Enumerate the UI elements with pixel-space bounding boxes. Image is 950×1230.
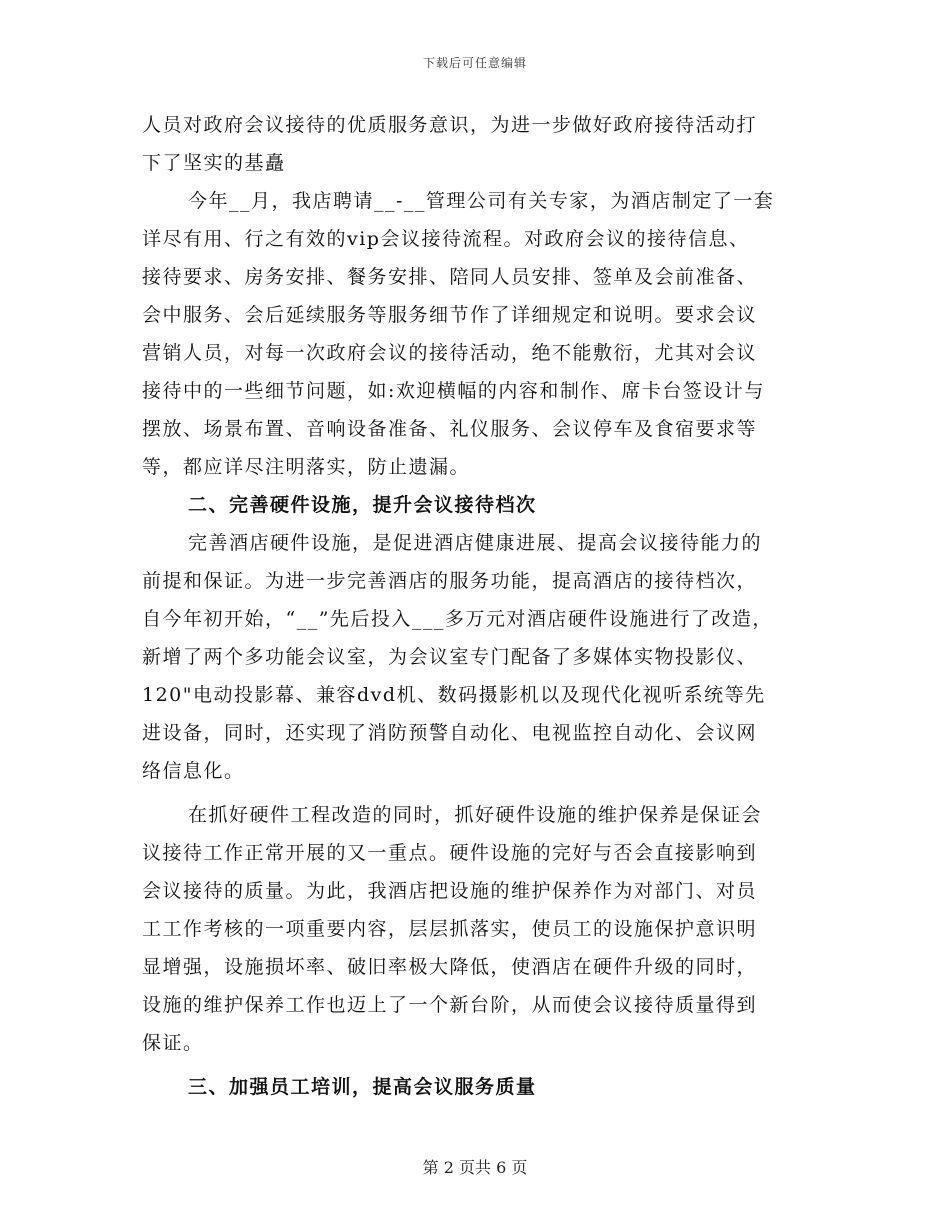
- text-line: 120"电动投影幕、兼容dvd机、数码摄影机以及现代化视听系统等先: [142, 684, 766, 706]
- text-line: 完善酒店硬件设施，是促进酒店健康进展、提高会议接待能力的: [188, 532, 763, 554]
- text-line: 今年__月，我店聘请__-__管理公司有关专家，为酒店制定了一套: [188, 190, 775, 212]
- paragraph: [142, 796, 822, 1062]
- text-line: 自今年初开始，“__”先后投入___多万元对酒店硬件设施进行了改造，: [142, 608, 773, 630]
- text-line: 下了坚实的基矗: [142, 152, 286, 174]
- text-line: 议接待工作正常开展的又一重点。硬件设施的完好与否会直接影响到: [142, 842, 758, 864]
- text-line: 在抓好硬件工程改造的同时，抓好硬件设施的维护保养是保证会: [188, 804, 763, 826]
- text-line: 接待中的一些细节问题，如:欢迎横幅的内容和制作、席卡台签设计与: [142, 380, 765, 402]
- heading-text: 二、完善硬件设施，提升会议接待档次: [188, 494, 537, 516]
- text-line: 等，都应详尽注明落实，防止遗漏。: [142, 456, 471, 478]
- text-line: 营销人员，对每一次政府会议的接待活动，绝不能敷衍，尤其对会议: [142, 342, 758, 364]
- header-note: 下载后可任意编辑: [422, 56, 527, 70]
- text-line: 进设备，同时，还实现了消防预警自动化、电视监控自动化、会议网: [142, 722, 758, 744]
- text-line: 前提和保证。为进一步完善酒店的服务功能，提高酒店的接待档次，: [142, 570, 758, 592]
- page-number: 第 2 页共 6 页: [422, 1158, 528, 1177]
- paragraph: [142, 524, 822, 790]
- paragraph: [142, 182, 822, 486]
- text-line: 摆放、场景布置、音响设备准备、礼仪服务、会议停车及食宿要求等: [142, 418, 758, 440]
- text-line: 保证。: [142, 1032, 204, 1054]
- paragraph: [142, 106, 822, 182]
- text-line: 接待要求、房务安排、餐务安排、陪同人员安排、签单及会前准备、: [142, 266, 758, 288]
- text-line: 会中服务、会后延续服务等服务细节作了详细规定和说明。要求会议: [142, 304, 758, 326]
- text-line: 详尽有用、行之有效的vip会议接待流程。对政府会议的接待信息、: [142, 228, 750, 250]
- text-line: 设施的维护保养工作也迈上了一个新台阶，从而使会议接待质量得到: [142, 994, 758, 1016]
- text-line: 人员对政府会议接待的优质服务意识，为进一步做好政府接待活动打: [142, 114, 758, 136]
- text-line: 工工作考核的一项重要内容，层层抓落实，使员工的设施保护意识明: [142, 918, 758, 940]
- document-body: [142, 106, 822, 1106]
- section-heading: [142, 1068, 822, 1106]
- text-line: 显增强，设施损坏率、破旧率极大降低，使酒店在硬件升级的同时，: [142, 956, 758, 978]
- text-line: 络信息化。: [142, 760, 245, 782]
- section-heading: [142, 486, 822, 524]
- heading-text: 三、加强员工培训，提高会议服务质量: [188, 1076, 537, 1098]
- text-line: 会议接待的质量。为此，我酒店把设施的维护保养作为对部门、对员: [142, 880, 758, 902]
- text-line: 新增了两个多功能会议室，为会议室专门配备了多媒体实物投影仪、: [142, 646, 758, 668]
